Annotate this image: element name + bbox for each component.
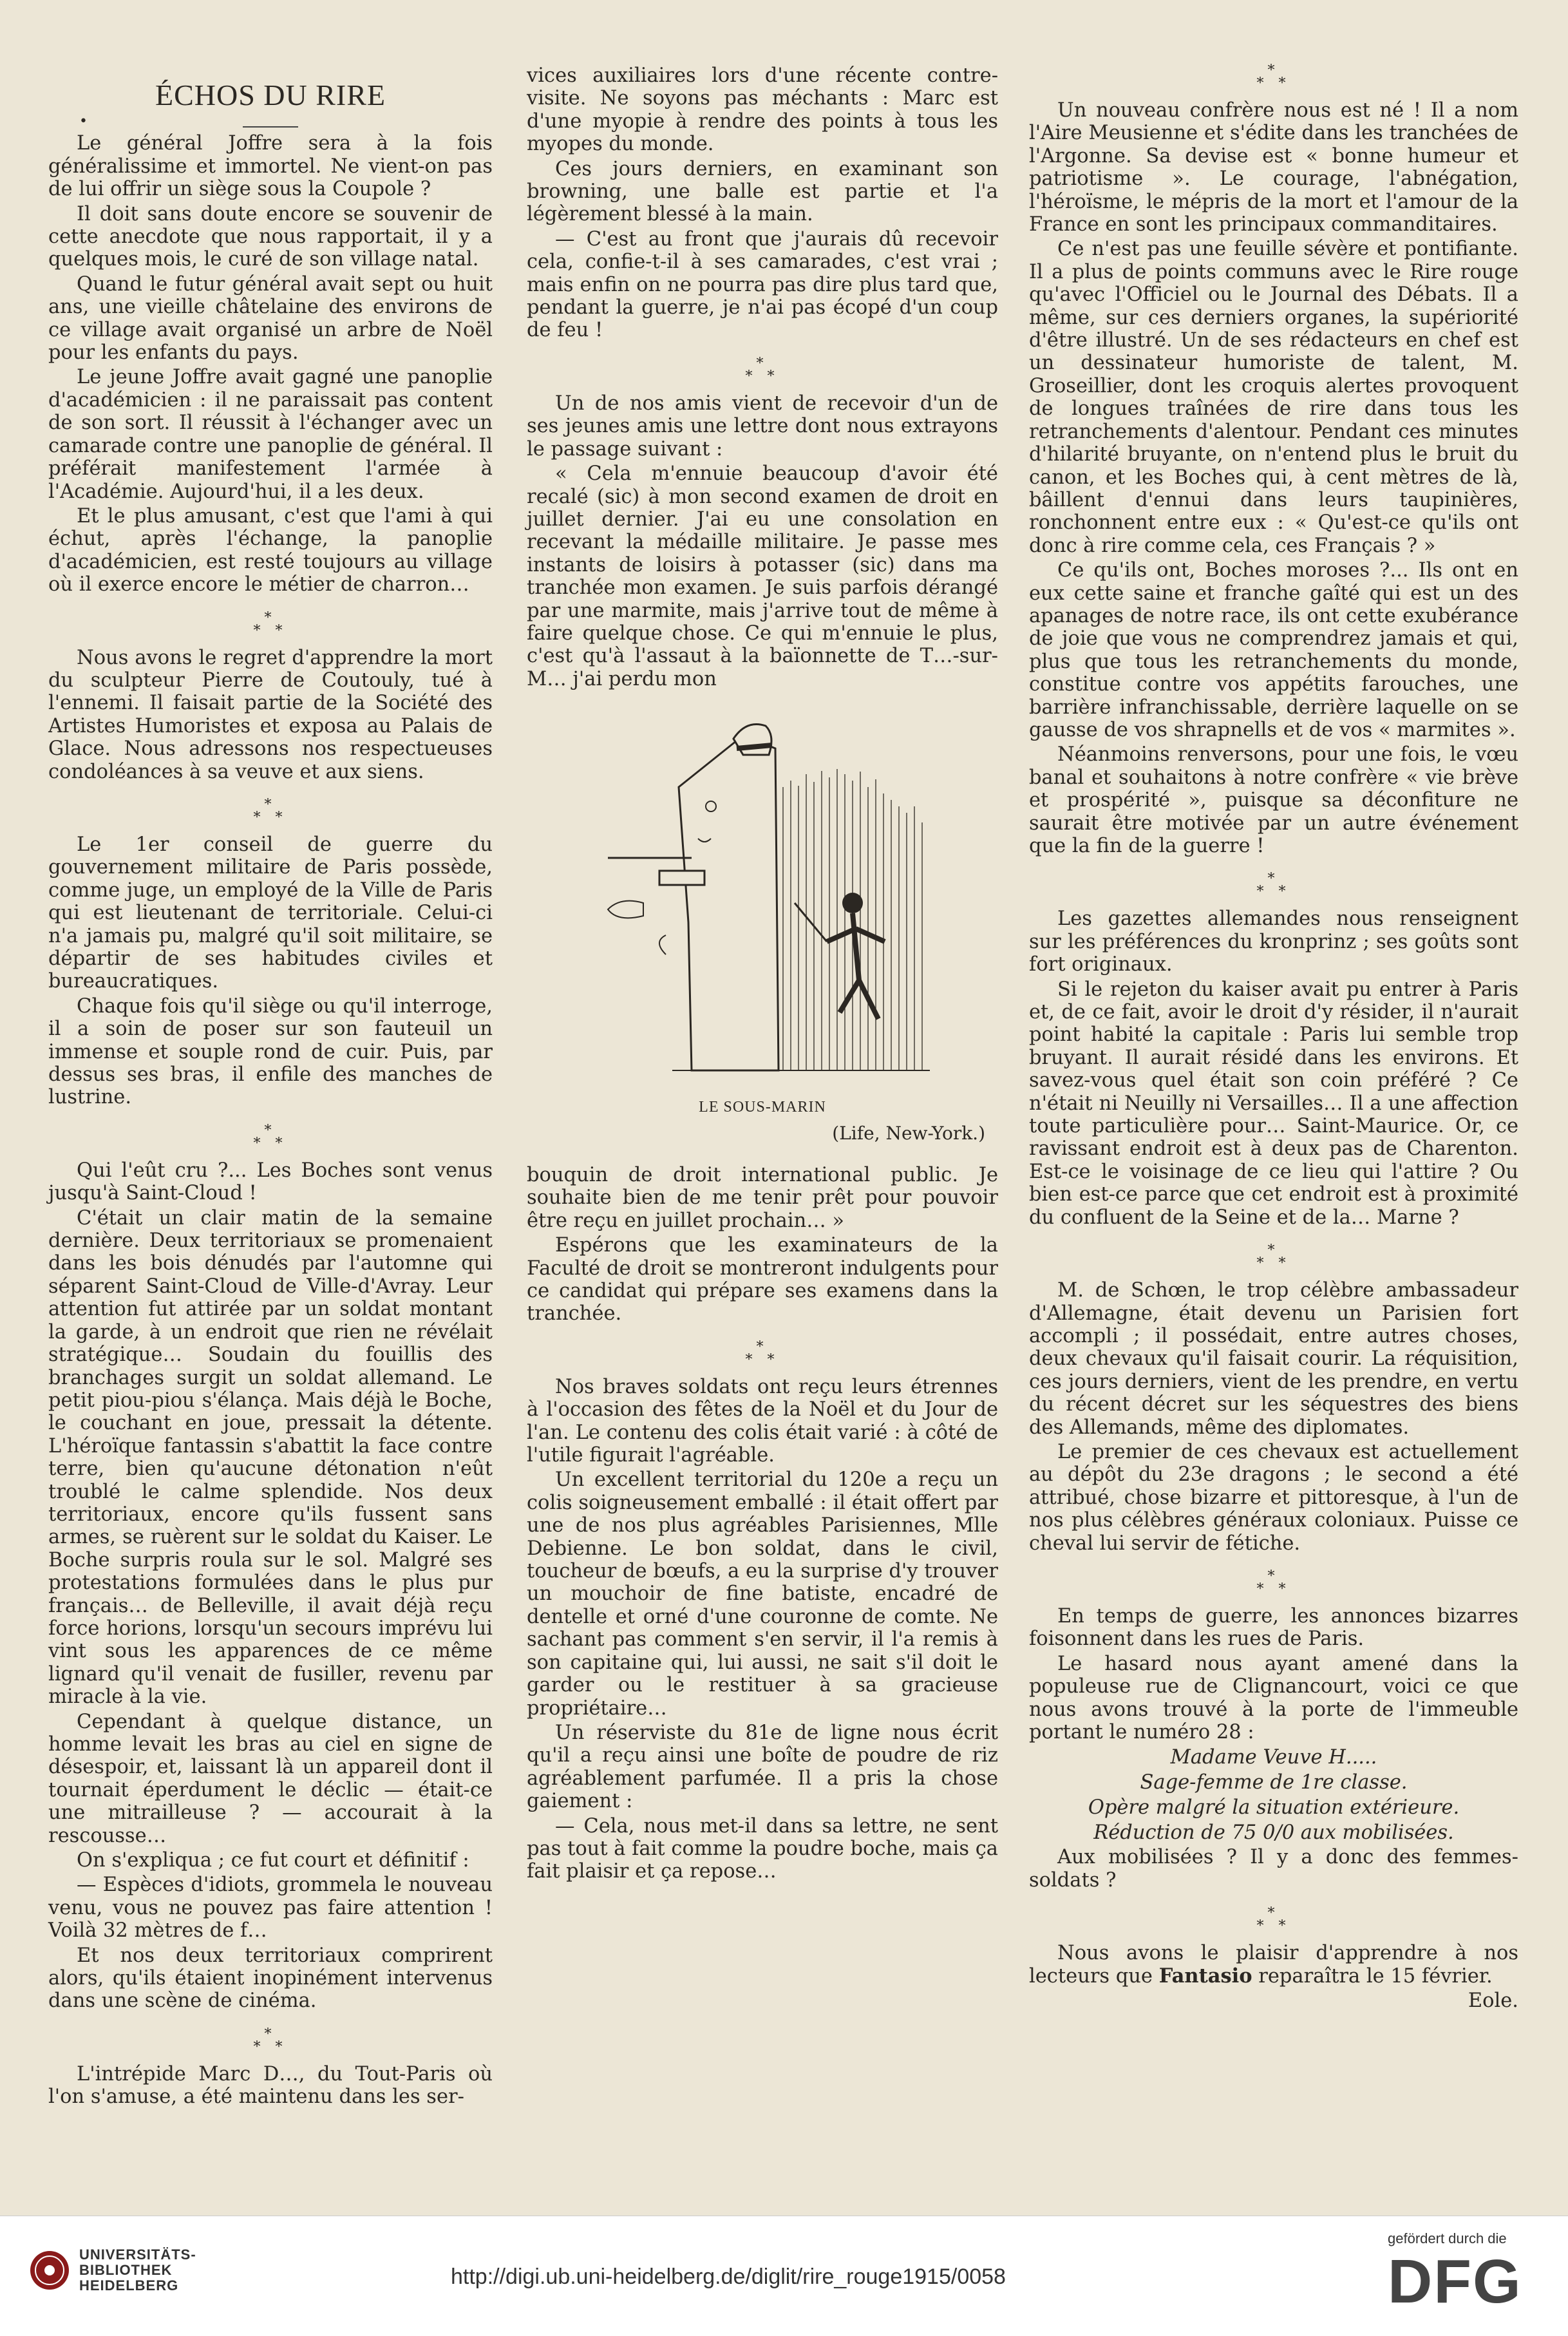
- author-signature: Eole.: [1468, 1989, 1518, 2013]
- separator-stars: * * *: [253, 2026, 288, 2055]
- final-paragraph: Nous avons le plaisir d'apprendre à nos lecteurs que Fantasio reparaîtra le 15 février.: [1029, 1942, 1518, 1988]
- column-3: [1029, 64, 1518, 2012]
- paragraph: Si le rejeton du kaiser avait pu entrer à Paris et, de ce fait, avoir le droit d'y résider, il n'aurait point habité la capitale : Paris lui semble trop bruyant. Il aurait résidé dans les environs. Et savez-vous quel était son coin préféré ? Ce n'était ni Neuilly ni Versailles… Il a une affection toute particulière pour… Saint-Maurice. Or, ce ravissant endroit est à deux pas de Charenton. Est-ce le voisinage de ce lieu qui l'attire ? Ou bien est-ce parce que cet endroit est à proximité du confluent de la Seine et de la… Marne ?: [1029, 978, 1518, 1229]
- library-name-line: HEIDELBERG: [79, 2277, 179, 2293]
- paragraph: Le général Joffre sera à la fois généralissime et immortel. Ne vient-on pas de lui offrir un siège sous la Coupole ?: [48, 132, 493, 201]
- paragraph: Il doit sans doute encore se souvenir de cette anecdote que nous rapportait, il y a quelques mois, le curé de son village natal.: [48, 202, 493, 271]
- cartoon-illustration: [527, 710, 998, 1144]
- paragraph: bouquin de droit international public. Je souhaite bien de me tenir prêt pour pouvoir être reçu en juillet prochain… »: [527, 1163, 998, 1232]
- paragraph: Cependant à quelque distance, un homme levait les bras au ciel en signe de désespoir, et, laissant là un appareil dont il tournait éperdument le déclic — était-ce une mitrailleuse ? — accourait à la rescousse…: [48, 1710, 493, 1847]
- paragraph: Le 1er conseil de guerre du gouvernement militaire de Paris possède, comme juge, un employé de la Ville de Paris qui est lieutenant de territoriale. Celui-ci n'a jamais pu, malgré qu'il soit militaire, se départir de ses habitudes civiles et bureaucratiques.: [48, 833, 493, 993]
- paragraph: Nos braves soldats ont reçu leurs étrennes à l'occasion des fêtes de la Noël et du Jour de l'an. Le contenu des colis était varié : à côté de l'utile figurait l'agréable.: [527, 1375, 998, 1467]
- submarine-cartoon-drawing: [582, 710, 943, 1090]
- paragraph: Le premier de ces chevaux est actuellement au dépôt du 23e dragons ; le second a été attribué, chose bizarre et pittoresque, à l'un de nos plus célèbres généraux coloniaux. Puisse ce cheval lui servir de fétiche.: [1029, 1440, 1518, 1555]
- library-name-line: BIBLIOTHEK: [79, 2262, 173, 2278]
- paragraph: Ce n'est pas une feuille sévère et pontifiante. Il a plus de points communs avec le Rire rouge qu'avec l'Officiel ou le Journal des Débats. Il a même, sur ces derniers organes, la supériorité d'être illustré. Un de ses rédacteurs en chef est un dessinateur humoriste de talent, M. Groseillier, dont les croquis alertes provoquent de longues traînées de rire dans tous les retranchements d'alentour. Pendant ces minutes d'hilarité bruyante, on n'entend plus le bruit du canon, et les Boches qui, à cent mètres de là, bâillent d'ennui dans leurs taupinières, ronchonnent entre eux : « Qu'est-ce qu'ils ont donc à rire comme cela, ces Français ? »: [1029, 238, 1518, 557]
- figure-caption: LE SOUS-MARIN: [699, 1099, 826, 1116]
- viewer-footer: [0, 2216, 1568, 2336]
- paragraph: Ces jours derniers, en examinant son browning, une balle est partie et l'a légèrement blessé à la main.: [527, 157, 998, 226]
- paragraph: Et nos deux territoriaux comprirent alors, qu'ils étaient inopinément intervenus dans une scène de cinéma.: [48, 1944, 493, 2013]
- separator-stars: * * *: [745, 355, 780, 385]
- notice-line: Réduction de 75 0/0 aux mobilisées.: [1093, 1821, 1454, 1845]
- paragraph: Un excellent territorial du 120e a reçu un colis soigneusement emballé : il était offert par une de nos plus agréables Parisiennes, Mlle Debienne. Le bon soldat, dans le civil, toucheur de bœufs, a eu la surprise d'y trouver un mouchoir de fine batiste, encadré de dentelle et orné d'une couronne de comte. Ne sachant pas comment s'en servir, il l'a remis à son capitaine qui, lui aussi, ne sait s'il doit le garder ou le restituer à sa gracieuse propriétaire…: [527, 1468, 998, 1720]
- paragraph: Un réserviste du 81e de ligne nous écrit qu'il a reçu ainsi une boîte de poudre de riz agréablement parfumée. Il a pris la chose gaiement :: [527, 1721, 998, 1813]
- library-name-line: UNIVERSITÄTS-: [79, 2246, 196, 2263]
- paragraph: L'intrépide Marc D…, du Tout-Paris où l'on s'amuse, a été maintenu dans les ser-: [48, 2062, 493, 2109]
- separator-stars: * * *: [1256, 1905, 1291, 1935]
- paragraph: « Cela m'ennuie beaucoup d'avoir été recalé (sic) à mon second examen de droit en juillet dernier. J'ai eu une consolation en recevant la médaille militaire. Je passe mes instants de loisirs à potasser (sic) dans ma tranchée mon examen. Je suis parfois dérangé par une marmite, mais j'arrive tout de même à faire quelque chose. Ce qui m'ennuie le plus, c'est qu'à l'assaut à la baïonnette de T…-sur-M… j'ai perdu mon: [527, 462, 998, 690]
- paragraph: C'était un clair matin de la semaine dernière. Deux territoriaux se promenaient dans les bois dénudés par l'automne qui séparent Saint-Cloud de Ville-d'Avray. Leur attention fut attirée par un soldat montant la garde, à un endroit que rien ne révélait stratégique… Soudain du fouillis des branchages surgit un soldat allemand. Le petit piou-piou s'élança. Mais déjà le Boche, le couchant en joue, pressait la détente. L'héroïque fantassin s'abattit la face contre terre, bien qu'aucune détonation n'eût troublé le calme splendide. Nos deux territoriaux, encore qu'ils fussent sans armes, se ruèrent sur le soldat du Kaiser. Le Boche surpris roula sur le sol. Malgré ses protestations formulées dans le plus pur français… de Belleville, il avait déjà reçu force horions, lorsqu'un secours imprévu lui vint sous les apparences de ce même lignard qu'il venait de fusiller, revenu par miracle à la vie.: [48, 1206, 493, 1709]
- street-notice: [1029, 1745, 1518, 1845]
- paragraph: — Espèces d'idiots, grommela le nouveau venu, vous ne pouvez pas faire attention ! Voilà 32 mètres de f…: [48, 1874, 493, 1942]
- notice-line: Opère malgré la situation extérieure.: [1088, 1796, 1460, 1819]
- paragraph: Ce qu'ils ont, Boches moroses ?... Ils ont en eux cette saine et franche gaîté qui est un des apanages de notre race, ils ont cette exubérance de joie que vous ne comprendrez jamais et qui, plus que tous les retranchements du monde, constitue contre vos appétits farouches, une barrière infranchissable, derrière laquelle on se gausse de vos shrapnells et de vos « marmites ».: [1029, 559, 1518, 741]
- paragraph: Chaque fois qu'il siège ou qu'il interroge, il a soin de poser sur son fauteuil un immense et souple rond de cuir. Puis, par dessus ses bras, il enfile des manches de lustrine.: [48, 994, 493, 1109]
- library-logo[interactable]: [29, 2247, 196, 2293]
- paragraph: Et le plus amusant, c'est que l'ami à qui échut, après l'échange, la panoplie d'académicien, est resté toujours au village où il exerce encore le métier de charron…: [48, 504, 493, 596]
- column-2: [527, 64, 998, 1885]
- ornament-dot: •: [79, 113, 88, 130]
- permalink-url[interactable]: http://digi.ub.uni-heidelberg.de/diglit/rire_rouge1915/0058: [451, 2265, 1006, 2289]
- signature-row: [1029, 1989, 1518, 2012]
- separator-stars: * * *: [253, 796, 288, 826]
- paragraph: On s'expliqua ; ce fut court et définitif :: [77, 1849, 469, 1872]
- paragraph: Néanmoins renversons, pour une fois, le vœu banal et souhaitons à notre confrère « vie brève et prospérité », puisque sa déconfiture ne saurait être motivée par un autre événement que la fin de la guerre !: [1029, 743, 1518, 857]
- paragraph: Les gazettes allemandes nous renseignent sur les préférences du kronprinz ; ses goûts sont fort originaux.: [1029, 907, 1518, 976]
- paragraph: Le hasard nous ayant amené dans la populeuse rue de Clignancourt, voici ce que nous avons trouvé à la porte de l'immeuble portant le numéro 28 :: [1029, 1652, 1518, 1743]
- section-title: ÉCHOS DU RIRE: [155, 79, 386, 111]
- separator-stars: * * *: [253, 609, 288, 639]
- column-1: [48, 64, 493, 2111]
- separator-stars: * * *: [1256, 1568, 1291, 1597]
- paragraph: Un nouveau confrère nous est né ! Il a nom l'Aire Meusienne et s'édite dans les tranchées de l'Argonne. Sa devise est « bonne humeur et patriotisme ». Le courage, l'abnégation, l'héroïsme, le mépris de la mort et l'amour de la France en sont les principaux commanditaires.: [1029, 99, 1518, 236]
- magazine-name: Fantasio: [1158, 1964, 1252, 1988]
- ornament-rule: [243, 126, 298, 128]
- paragraph: Le jeune Joffre avait gagné une panoplie d'académicien : il ne paraissait pas content de son sort. Il réussit à l'échanger avec un camarade contre une panoplie de général. Il préférait manifestement l'armée à l'Académie. Aujourd'hui, il a les deux.: [48, 366, 493, 503]
- paragraph: Quand le futur général avait sept ou huit ans, une vieille châtelaine des environs de ce village avait organisé un arbre de Noël pour les enfants du pays.: [48, 272, 493, 365]
- paragraph: En temps de guerre, les annonces bizarres foisonnent dans les rues de Paris.: [1029, 1604, 1518, 1651]
- separator-stars: * * *: [1256, 62, 1291, 91]
- dfg-wordmark: DFG: [1388, 2247, 1522, 2316]
- notice-line: Madame Veuve H.....: [1170, 1746, 1377, 1769]
- dfg-logo[interactable]: [1388, 2230, 1522, 2316]
- paragraph: vices auxiliaires lors d'une récente contre-visite. Ne soyons pas méchants : Marc est d'une myopie à rendre des points à tous les myopes du monde.: [527, 64, 998, 156]
- paragraph: M. de Schœn, le trop célèbre ambassadeur d'Allemagne, était devenu un Parisien fort accompli ; il possédait, entre autres choses, deux chevaux qu'il faisait courir. La réquisition, ces jours derniers, vient de les prendre, en vertu du récent décret sur les séquestres des biens des Allemands, même des diplomates.: [1029, 1279, 1518, 1439]
- funding-label: gefördert durch die: [1388, 2230, 1507, 2246]
- paragraph: — C'est au front que j'aurais dû recevoir cela, confie-t-il à ses camarades, c'est vrai ; mais enfin on ne pourra pas dire plus tard que, pendant la guerre, je n'ai pas écopé d'un coup de feu !: [527, 227, 998, 342]
- notice-line: Sage-femme de 1re classe.: [1140, 1771, 1408, 1794]
- separator-stars: * * *: [1256, 1242, 1291, 1272]
- paragraph: Un de nos amis vient de recevoir d'un de ses jeunes amis une lettre dont nous extrayons le passage suivant :: [527, 392, 998, 461]
- separator-stars: * * *: [745, 1338, 780, 1368]
- figure-credit: (Life, New-York.): [832, 1122, 985, 1144]
- paragraph: Nous avons le regret d'apprendre la mort du sculpteur Pierre de Coutouly, tué à l'ennemi. Il faisait partie de la Société des Artistes Humoristes et exposa au Palais de Glace. Nous adressons nos respectueuses condoléances à sa veuve et aux siens.: [48, 646, 493, 783]
- separator-stars: * * *: [253, 1122, 288, 1152]
- university-seal-icon: [29, 2250, 70, 2291]
- paragraph: — Cela, nous met-il dans sa lettre, ne sent pas tout à fait comme la poudre boche, mais ça fait plaisir et ça repose…: [527, 1814, 998, 1883]
- paragraph: Aux mobilisées ? Il y a donc des femmes-soldats ?: [1029, 1846, 1518, 1892]
- title-ornament: [48, 110, 493, 130]
- paragraph: Qui l'eût cru ?... Les Boches sont venus jusqu'à Saint-Cloud !: [48, 1159, 493, 1205]
- separator-stars: * * *: [1256, 871, 1291, 900]
- paragraph: Espérons que les examinateurs de la Faculté de droit se montreront indulgents pour ce candidat qui prépare ses examens dans la tranchée.: [527, 1234, 998, 1325]
